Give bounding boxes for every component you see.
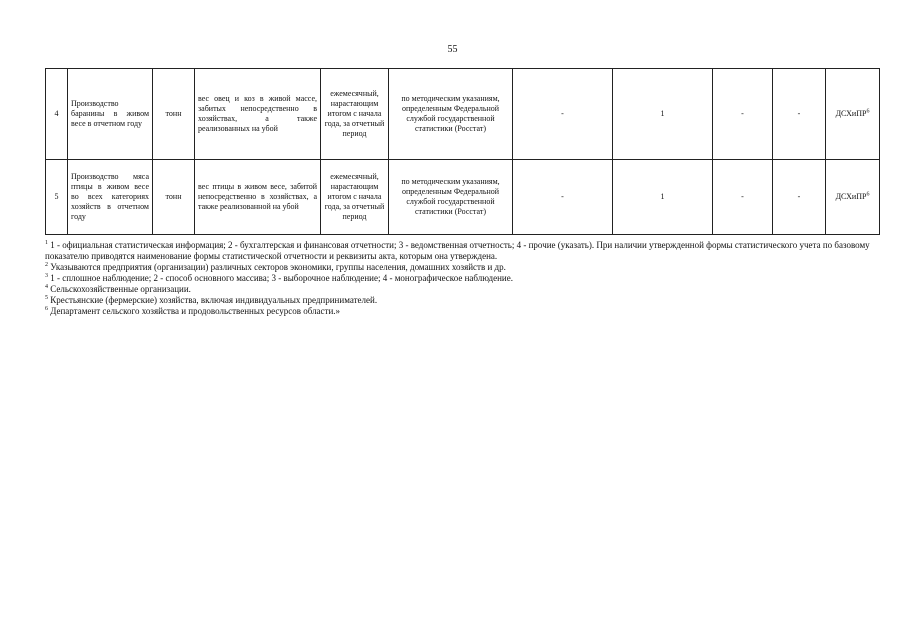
- methodology: по методическим указаниям, определенным Федеральной службой государственной статистики (Росстат): [389, 160, 513, 235]
- footnote: [45, 284, 875, 295]
- footnote: [45, 240, 875, 262]
- cell-col7: -: [513, 160, 613, 235]
- cell-col8: 1: [613, 160, 713, 235]
- responsible-org: ДСХиПР: [835, 109, 867, 118]
- cell-col9: -: [713, 160, 773, 235]
- footnote-ref: 6: [866, 108, 870, 115]
- footnote-text: Сельскохозяйственные организации.: [50, 284, 191, 294]
- unit: тонн: [153, 160, 195, 235]
- footnote-text: 1 - сплошное наблюдение; 2 - способ основного массива; 3 - выборочное наблюдение; 4 - монографическое наблюдение.: [50, 273, 513, 283]
- cell-col10: -: [773, 160, 826, 235]
- indicator-definition: вес овец и коз в живой массе, забитых непосредственно в хозяйствах, а также реализованных на убой: [195, 69, 321, 160]
- cell-col7: -: [513, 69, 613, 160]
- indicators-table: [45, 68, 880, 235]
- footnote-text: 1 - официальная статистическая информация; 2 - бухгалтерская и финансовая отчетности; 3 - ведомственная отчетность; 4 - прочие (указать). При наличии утвержденной формы статистического учета по базовому показателю приводятся наименование формы статистической отчетности и реквизиты акта, которым она утверждена.: [45, 240, 870, 261]
- footnote-text: Указываются предприятия (организации) различных секторов экономики, группы населения, домашних хозяйств и др.: [50, 262, 506, 272]
- periodicity: ежемесячный, нарастающим итогом с начала года, за отчетный период: [321, 69, 389, 160]
- periodicity: ежемесячный, нарастающим итогом с начала года, за отчетный период: [321, 160, 389, 235]
- footnote-mark: 3: [45, 273, 48, 279]
- indicator-definition: вес птицы в живом весе, забитой непосредственно в хозяйствах, а также реализованной на убой: [195, 160, 321, 235]
- footnote-text: Департамент сельского хозяйства и продовольственных ресурсов области.»: [50, 306, 341, 316]
- responsible-cell: [826, 69, 880, 160]
- responsible-cell: [826, 160, 880, 235]
- footnote-mark: 4: [45, 284, 48, 290]
- row-number: 5: [46, 160, 68, 235]
- footnote-mark: 5: [45, 295, 48, 301]
- footnote-mark: 1: [45, 240, 48, 246]
- cell-col10: -: [773, 69, 826, 160]
- footnote: [45, 306, 875, 317]
- page-number: 55: [447, 44, 458, 55]
- unit: тонн: [153, 69, 195, 160]
- footnote: [45, 262, 875, 273]
- table-row: [46, 69, 880, 160]
- footnote: [45, 273, 875, 284]
- footnote: [45, 295, 875, 306]
- footnote-mark: 6: [45, 306, 48, 312]
- indicator-name: Производство мяса птицы в живом весе во всех категориях хозяйств в отчетном году: [68, 160, 153, 235]
- footnote-ref: 6: [866, 191, 870, 198]
- responsible-org: ДСХиПР: [835, 192, 867, 201]
- methodology: по методическим указаниям, определенным Федеральной службой государственной статистики (Росстат): [389, 69, 513, 160]
- table-row: [46, 160, 880, 235]
- footnote-text: Крестьянские (фермерские) хозяйства, включая индивидуальных предпринимателей.: [50, 295, 378, 305]
- cell-col8: 1: [613, 69, 713, 160]
- cell-col9: -: [713, 69, 773, 160]
- footnote-mark: 2: [45, 262, 48, 268]
- indicator-name: Производство баранины в живом весе в отчетном году: [68, 69, 153, 160]
- footnotes: [45, 240, 875, 317]
- row-number: 4: [46, 69, 68, 160]
